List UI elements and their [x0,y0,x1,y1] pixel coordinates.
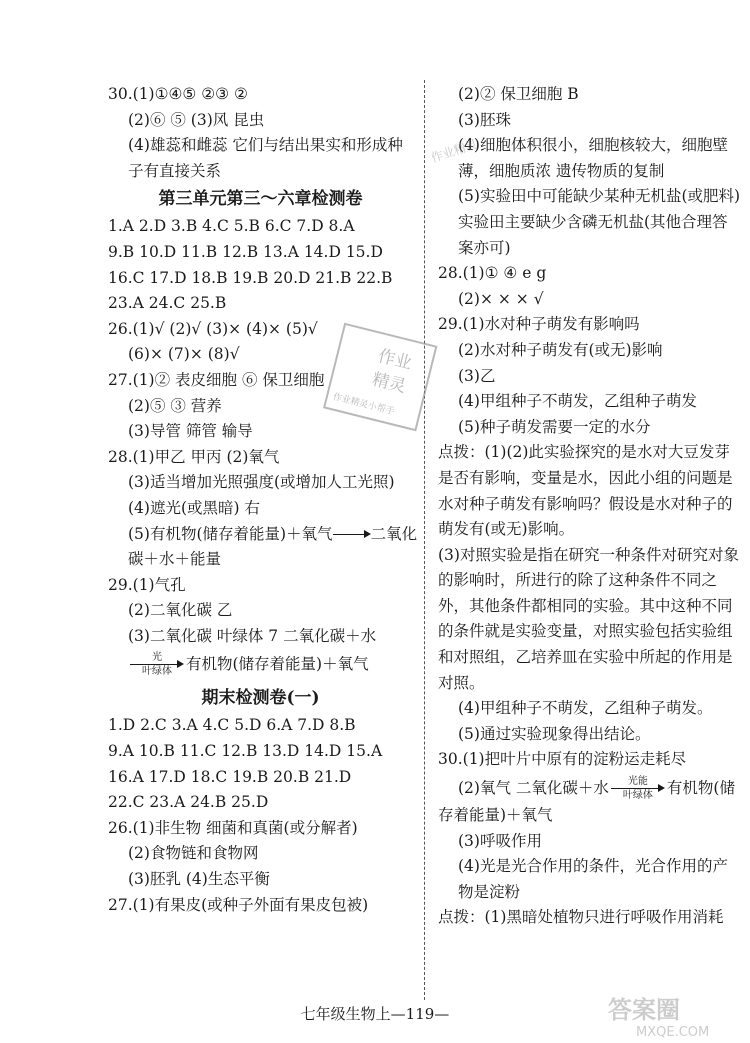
answer-line: (2)② 保卫细胞 B [458,85,579,103]
answer-line: 22.C 23.A 24.B 25.D [108,793,269,812]
answer-line: (2)二氧化碳 乙 [128,601,233,620]
answer-line: (3)胚乳 (4)生态平衡 [128,870,270,889]
answer-line: 9.A 10.B 11.C 12.B 13.D 14.D 15.A [108,742,383,761]
answer-paragraph: (4)细胞体积很小，细胞核较大，细胞壁薄，细胞质浓 遗传物质的复制 [458,136,728,180]
right-block-c [438,696,743,773]
answer-line: (5)通过实验现象得出结论。 [458,724,651,743]
equation-products: 有机物(储 [666,779,735,798]
answer-line: (2)⑤ ③ 营养 [128,396,222,415]
column-divider [424,80,425,1000]
left-column [108,82,418,918]
answer-line: 29.(1)气孔 [108,575,186,594]
answer-line: (2)× × × √ [458,289,544,308]
arrow-icon [333,530,371,540]
answer-paragraph: (5)实验田中可能缺少某种无机盐(或肥料)实验田主要缺少含磷无机盐(其他合理答案亦可) [458,187,741,257]
answer-line: 16.C 17.D 18.B 19.B 20.D 21.B 22.B [108,268,393,287]
answer-line: 28.(1)甲乙 甲丙 (2)氧气 [108,447,280,466]
equation-lhs: (5)有机物(储存着能量)＋氧气 [128,524,333,543]
answer-line: 1.A 2.D 3.B 4.C 5.B 6.C 7.D 8.A [108,217,355,236]
site-logo-icon [602,992,742,1040]
logo-text: 答案圈 [608,996,680,1024]
right-column [438,82,743,931]
answer-line: 30.(1)把叶片中原有的淀粉运走耗尽 [438,750,687,769]
arrow-condition-top: 光 [152,652,162,664]
equation-lhs: (2)氧气 二氧化碳＋水 [458,779,609,798]
arrow-condition-top: 光能 [627,776,648,788]
right-block-a [438,82,743,133]
right-block-d [438,829,743,855]
answer-line: (3)呼吸作用 [458,831,542,850]
section2-block [108,713,413,918]
left-top-block [108,82,413,184]
stamp-text-1: 作业 [375,346,414,374]
page-footer: 七年级生物上—119— [300,1005,450,1023]
answer-line: (6)× (7)× (8)√ [128,345,240,364]
answer-line: (3)适当增加光照强度(或增加人工光照) [128,473,395,492]
answer-line: 26.(1)√ (2)√ (3)× (4)× (5)√ [108,319,318,338]
answer-line: (5)种子萌发需要一定的水分 [458,417,651,436]
answer-line: (3)乙 [458,366,496,385]
equation-rhs: 二氧化 [370,524,418,543]
equation-line [108,522,418,548]
answer-line: (2)⑥ ⑤ (3)风 昆虫 [128,110,265,129]
answer-paragraph: (4)光是光合作用的条件，光合作用的产物是淀粉 [458,857,728,901]
arrow-condition-bottom: 叶绿体 [622,790,653,802]
stamp-text-2: 精灵 [370,369,408,398]
answer-line: 29.(1)水对种子萌发有影响吗 [438,315,640,334]
stamp-subtext: 作业精灵小帮手 [331,392,396,418]
answer-line: 30.(1)①④⑤ ②③ ② [108,85,248,103]
answer-line: 28.(1)① ④ e g [438,264,547,283]
answer-line: 23.A 24.C 25.B [108,294,227,313]
answer-line: 1.D 2.C 3.A 4.C 5.D 6.A 7.D 8.B [108,716,356,735]
hint-paragraph: 点拨：(1)(2)此实验探究的是水对大豆发芽是否有影响，变量是水，因此小组的问题是水对种子萌发有影响吗？假设是水对种子的萌发有(或无)影响。 [438,443,733,539]
answer-line: (2)食物链和食物网 [128,844,259,863]
logo-subtext: MXQE.COM [636,1025,710,1040]
arrow-condition-bottom: 叶绿体 [142,666,172,678]
answer-line: 27.(1)② 表皮细胞 ⑥ 保卫细胞 [108,370,325,389]
answer-line: (4)甲组种子不萌发，乙组种子萌发 [458,392,697,411]
right-block-b [438,261,743,440]
equation-products: 有机物(储存着能量)＋氧气 [186,655,369,674]
section-title-unit3: 第三单元第三～六章检测卷 [158,189,363,210]
answer-line: 9.B 10.D 11.B 12.B 13.A 14.D 15.D [108,242,383,261]
answer-line: (2)水对种子萌发有(或无)影响 [458,340,663,359]
answer-line: 27.(1)有果皮(或种子外面有果皮包被) [108,895,369,914]
equation-line-cont: 存着能量)＋氧气 [438,806,553,825]
answer-line: (3)导管 筛管 输导 [128,422,253,441]
answer-line: 子有直接关系 [128,161,222,180]
section-title-final: 期末检测卷(一) [201,688,320,709]
watermark-small: 作业精灵 [429,136,480,166]
answer-line: (3)二氧化碳 叶绿体 7 二氧化碳＋水 [128,626,377,645]
answer-line: 26.(1)非生物 细菌和真菌(或分解者) [108,818,358,837]
answer-line: (4)甲组种子不萌发，乙组种子萌发。 [458,699,713,718]
answer-line: (3)胚珠 [458,110,511,129]
reaction-arrow-icon [611,776,665,802]
answer-line: (4)遮光(或黑暗) 右 [128,498,260,517]
hint-paragraph: (3)对照实验是指在研究一种条件对研究对象的影响时，所进行的除了这种条件不同之外，其他条件都相同的实验。其中这种不同的条件就是实验变量，对照实验包括实验组和对照组，乙培养皿在实验中所起的作用是对照。 [438,545,739,692]
hint-line: 点拨：(1)黑暗处植物只进行呼吸作用消耗 [438,908,724,927]
answer-line: (4)雄蕊和雌蕊 它们与结出果实和形成种 [128,136,403,155]
answer-line: 16.A 17.D 18.C 19.B 20.B 21.D [108,767,352,786]
photosynthesis-equation-2 [438,773,743,803]
equation-line-cont: 碳＋水＋能量 [128,550,222,569]
photosynthesis-equation [108,649,413,679]
reaction-arrow-icon [130,652,184,678]
